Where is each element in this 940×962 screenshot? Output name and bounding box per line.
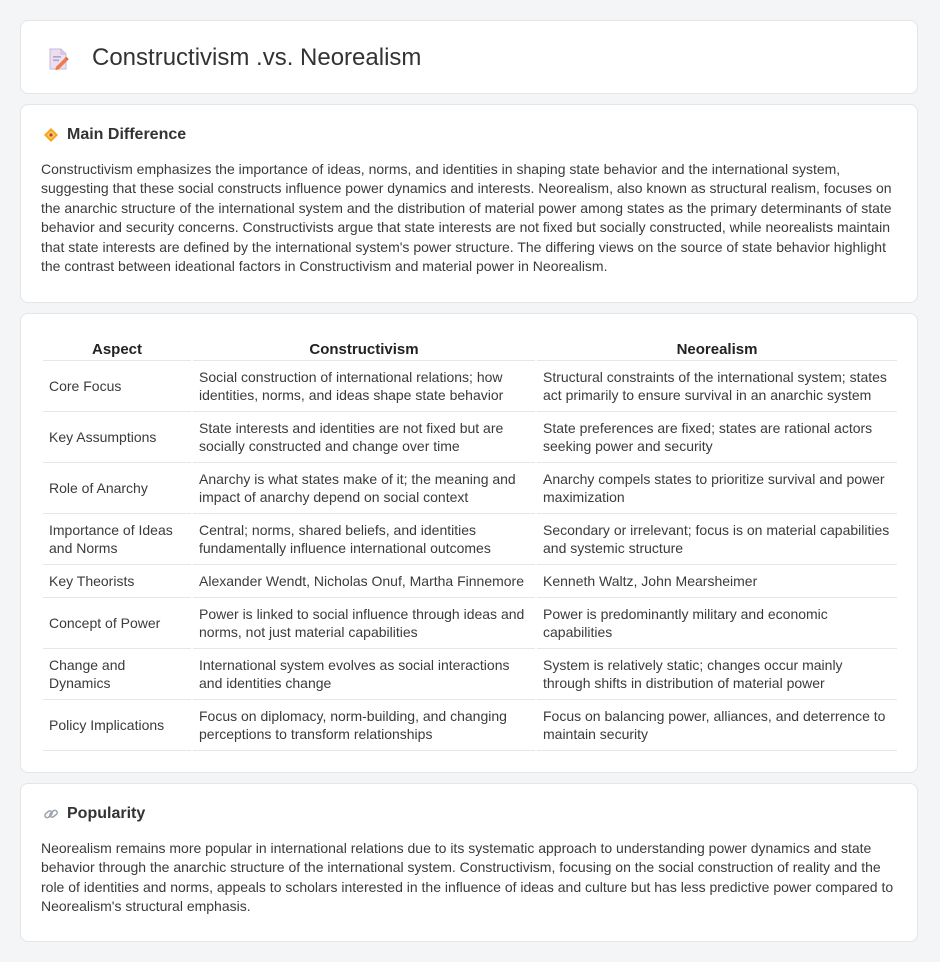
constructivism-cell: Power is linked to social influence through ideas and norms, not just material capabilities (193, 598, 535, 649)
neorealism-cell: Anarchy compels states to prioritize survival and power maximization (537, 463, 897, 514)
aspect-cell: Core Focus (43, 361, 191, 412)
page-title: Constructivism .vs. Neorealism (92, 44, 422, 71)
comparison-table (41, 334, 899, 751)
diamond-icon (43, 127, 59, 143)
table-row (43, 598, 897, 649)
aspect-cell: Key Assumptions (43, 412, 191, 463)
main-difference-heading (41, 125, 897, 147)
constructivism-cell: Anarchy is what states make of it; the meaning and impact of anarchy depend on social context (193, 463, 535, 514)
table-row (43, 412, 897, 463)
table-header-row (43, 334, 897, 361)
neorealism-cell: Secondary or irrelevant; focus is on material capabilities and systemic structure (537, 514, 897, 565)
constructivism-cell: Focus on diplomacy, norm-building, and changing perceptions to transform relationships (193, 700, 535, 751)
neorealism-cell: State preferences are fixed; states are rational actors seeking power and security (537, 412, 897, 463)
aspect-cell: Role of Anarchy (43, 463, 191, 514)
table-row (43, 361, 897, 412)
popularity-text: Neorealism remains more popular in international relations due to its systematic approach to understanding power dynamics and state behavior through the anarchic structure of the international system. Constructivism, focusing on the social construction of reality and the role of identities and norms, appeals to scholars interested in the influence of ideas and culture but has less predictive power compared to Neorealism's structural emphasis. (41, 840, 894, 915)
neorealism-cell: Power is predominantly military and economic capabilities (537, 598, 897, 649)
constructivism-cell: International system evolves as social interactions and identities change (193, 649, 535, 700)
popularity-card (20, 783, 918, 942)
neorealism-cell: Focus on balancing power, alliances, and deterrence to maintain security (537, 700, 897, 751)
header-constructivism: Constructivism (193, 334, 535, 361)
popularity-title: Popularity (67, 805, 146, 822)
comparison-card (20, 313, 918, 773)
aspect-cell: Concept of Power (43, 598, 191, 649)
main-difference-text: Constructivism emphasizes the importance of ideas, norms, and identities in shaping state behavior and the international system, suggesting that these social constructs influence power dynamics and interests. Neorealism, also known as structural realism, focuses on the anarchic structure of the international system and the distribution of material power among states as the primary determinants of state behavior and security concerns. Constructivists argue that state interests are not fixed but socially constructed, while neorealists maintain that state interests are defined by the international system's power structure. The differing views on the source of state behavior highlight the contrast between ideational factors in Constructivism and material power in Neorealism. (41, 161, 892, 275)
table-row (43, 514, 897, 565)
table-row (43, 463, 897, 514)
header-card (20, 20, 918, 94)
link-icon (43, 806, 59, 822)
main-difference-card (20, 104, 918, 303)
neorealism-cell: Kenneth Waltz, John Mearsheimer (537, 565, 897, 598)
main-difference-title: Main Difference (67, 126, 187, 143)
table-row (43, 565, 897, 598)
constructivism-cell: Central; norms, shared beliefs, and identities fundamentally influence international outcomes (193, 514, 535, 565)
constructivism-cell: Alexander Wendt, Nicholas Onuf, Martha Finnemore (193, 565, 535, 598)
header-neorealism: Neorealism (537, 334, 897, 361)
aspect-cell: Change and Dynamics (43, 649, 191, 700)
aspect-cell: Importance of Ideas and Norms (43, 514, 191, 565)
popularity-heading (41, 804, 897, 826)
table-row (43, 700, 897, 751)
constructivism-cell: Social construction of international relations; how identities, norms, and ideas shape state behavior (193, 361, 535, 412)
header-aspect: Aspect (43, 334, 191, 361)
document-pencil-icon (47, 47, 69, 71)
table-row (43, 649, 897, 700)
aspect-cell: Key Theorists (43, 565, 191, 598)
neorealism-cell: Structural constraints of the international system; states act primarily to ensure survival in an anarchic system (537, 361, 897, 412)
constructivism-cell: State interests and identities are not fixed but are socially constructed and change over time (193, 412, 535, 463)
neorealism-cell: System is relatively static; changes occur mainly through shifts in distribution of material power (537, 649, 897, 700)
aspect-cell: Policy Implications (43, 700, 191, 751)
